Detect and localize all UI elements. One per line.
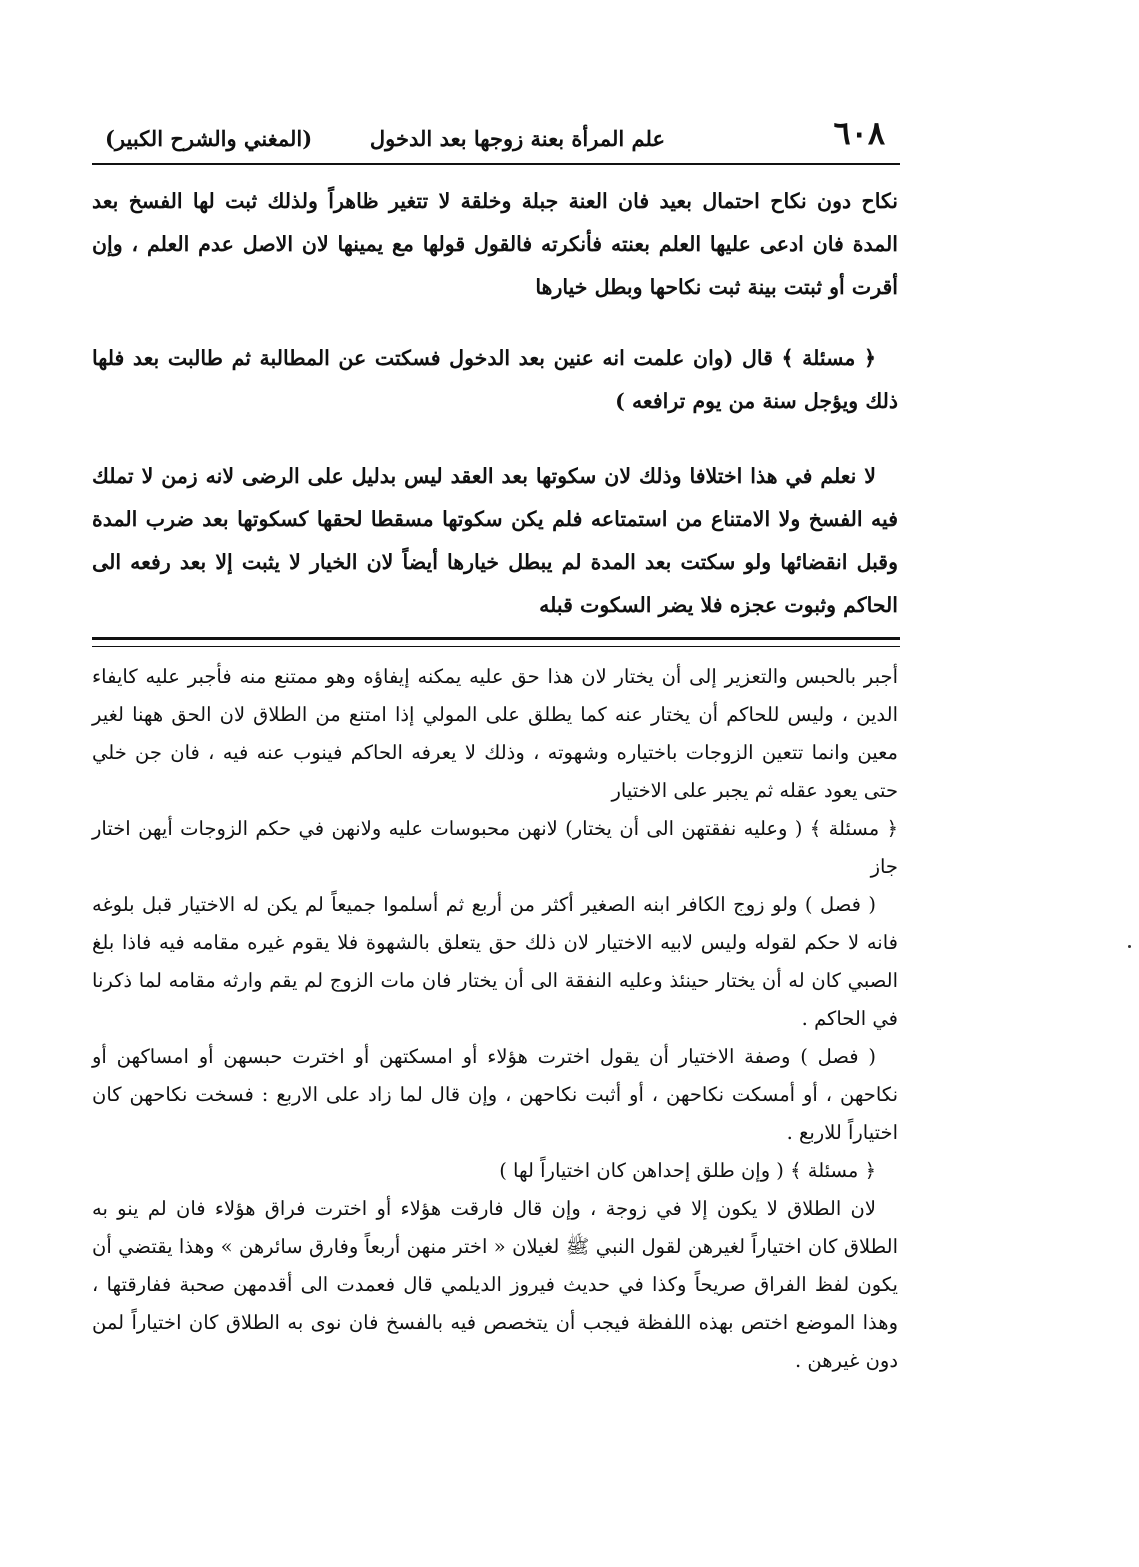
main-text-section-3 xyxy=(92,455,898,627)
masala-paragraph: ﴿ مسئلة ﴾ ( وعليه نفقتهن الى أن يختار) لانهن محبوسات عليه ولانهن في حكم الزوجات أيهن اختار جاز xyxy=(92,817,898,878)
running-title: علم المرأة بعنة زوجها بعد الدخول xyxy=(369,126,665,151)
secondary-paragraph: أجبر بالحبس والتعزير إلى أن يختار لان هذا حق عليه يمكنه إيفاؤه وهو ممتنع منه فأجبر عليه كايفاء الدين ، وليس للحاكم أن يختار عنه كما يطلق على المولي إذا امتنع من الطلاق لان الحق ههنا لغير معين وانما تتعين الزوجات باختياره وشهوته ، وذلك لا يعرفه الحاكم فينوب عنه فيه ، فان جن خلي حتى يعود عقله ثم يجبر على الاختيار xyxy=(92,665,898,802)
header-rule xyxy=(92,163,900,165)
page-header xyxy=(95,114,895,168)
fasl-paragraph: ( فصل ) ولو زوج الكافر ابنه الصغير أكثر من أربع ثم أسلموا جميعاً لم يكن له الاختيار قبل بلوغه فانه لا حكم لقوله وليس لابيه الاختيار لان ذلك حق يتعلق بالشهوة فلا يقوم غيره مقامه فيه فاذا بلغ الصبي كان له أن يختار حينئذ وعليه النفقة الى أن يختار فان مات الزوج لم يقم وارثه مقامه لما ذكرنا في الحاكم . xyxy=(92,893,898,1030)
fasl-paragraph: ( فصل ) وصفة الاختيار أن يقول اخترت هؤلاء أو امسكتهن أو اخترت حبسهن أو امساكهن أو نكاحهن ، أو أمسكت نكاحهن ، أو أثبت نكاحهن ، وإن قال لما زاد على الاربع : فسخت نكاحهن كان اختياراً للاربع . xyxy=(92,1045,898,1144)
book-title: (المغني والشرح الكبير) xyxy=(105,126,313,151)
main-text-section-1 xyxy=(92,180,898,309)
secondary-paragraph: لان الطلاق لا يكون إلا في زوجة ، وإن قال فارقت هؤلاء أو اخترت فراق هؤلاء فان لم ينو به الطلاق كان اختياراً لغيرهن لقول النبي ﷺ لغيلان « اختر منهن أربعاً وفارق سائرهن » وهذا يقتضي أن يكون لفظ الفراق صريحاً وكذا في حديث فيروز الديلمي قال فعمدت الى أقدمهن صحبة ففارقتها ، وهذا الموضع اختص بهذه اللفظة فيجب أن يتخصص فيه بالفسخ فان نوى به الطلاق كان اختياراً لمن دون غيرهن . xyxy=(92,1197,898,1372)
section-divider xyxy=(92,637,900,647)
commentary-paragraph: لا نعلم في هذا اختلافا وذلك لان سكوتها بعد العقد ليس بدليل على الرضى لانه زمن لا تملك فيه الفسخ ولا الامتناع من استمتاعه فلم يكن سكوتها مسقطا لحقها كسكوتها بعد ضرب المدة وقبل انقضائها ولو سكتت بعد المدة لم يبطل خيارها أيضاً لان الخيار لا يثبت إلا بعد رفعه الى الحاكم وثبوت عجزه فلا يضر السكوت قبله xyxy=(92,464,898,617)
secondary-text xyxy=(92,658,898,1380)
masala-paragraph: ﴿ مسئلة ﴾ قال (وان علمت انه عنين بعد الدخول فسكتت عن المطالبة ثم طالبت بعد فلها ذلك ويؤجل سنة من يوم ترافعه ) xyxy=(92,346,898,413)
main-paragraph: نكاح دون نكاح احتمال بعيد فان العنة جبلة وخلقة لا تتغير ظاهراً ولذلك ثبت لها الفسخ بعد المدة فان ادعى عليها العلم بعنته فأنكرته فالقول قولها مع يمينها لان الاصل عدم العلم ، وإن أقرت أو ثبتت بينة ثبت نكاحها وبطل خيارها xyxy=(92,189,898,299)
scan-speck xyxy=(1128,945,1131,948)
page-number: ٦٠٨ xyxy=(833,114,885,152)
masala-paragraph: ﴿ مسئلة ﴾ ( وإن طلق إحداهن كان اختياراً لها ) xyxy=(499,1159,876,1182)
main-text-section-2 xyxy=(92,337,898,423)
